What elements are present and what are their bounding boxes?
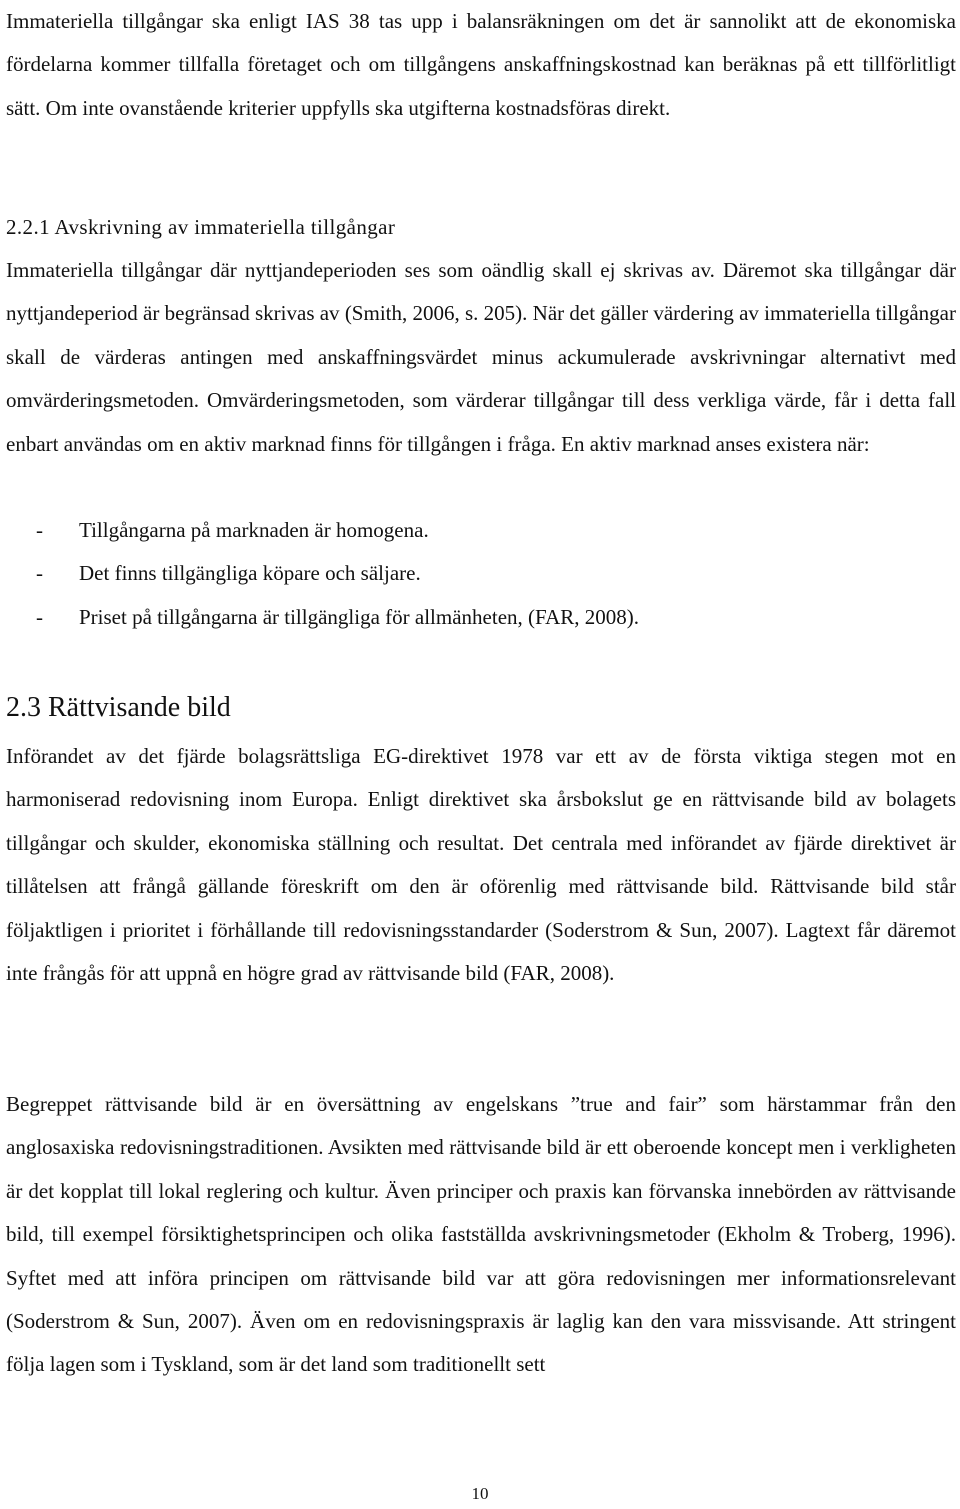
list-dash: - (36, 518, 43, 542)
section-2-2-1-paragraph: Immateriella tillgångar där nyttjandeperioden ses som oändlig skall ej skrivas av. Däremot ska tillgångar där nyttjandeperiod är begränsad skrivas av (Smith, 2006, s. 205). När det gäller värdering av immateriella tillgångar skall de värderas antingen med anskaffningsvärdet minus ackumulerade avskrivningar alternativt med omvärderingsmetoden. Omvärderingsmetoden, som värderar tillgångar till dess verkliga värde, får i detta fall enbart användas om en aktiv marknad finns för tillgången i fråga. En aktiv marknad anses existera när: (6, 258, 956, 456)
list-item (6, 509, 956, 552)
list-item (6, 596, 956, 639)
intro-paragraph: Immateriella tillgångar ska enligt IAS 38 tas upp i balansräkningen om det är sannolikt att de ekonomiska fördelarna kommer tillfalla företaget och om tillgångens anskaffningskostnad kan beräknas på ett tillförlitligt sätt. Om inte ovanstående kriterier uppfylls ska utgifterna kostnadsföras direkt. (6, 9, 956, 120)
list-item (6, 552, 956, 595)
list-item-text: Priset på tillgångarna är tillgängliga för allmänheten, (FAR, 2008). (79, 604, 640, 629)
page-number: 10 (471, 1484, 489, 1503)
section-2-3-paragraph-1: Införandet av det fjärde bolagsrättsliga EG-direktivet 1978 var ett av de första viktiga stegen mot en harmoniserad redovisning inom Europa. Enligt direktivet ska årsbokslut ge en rättvisande bild av bolagets tillgångar och skulder, ekonomiska ställning och resultat. Det centrala med införandet av fjärde direktivet är tillåtelsen att frångå gällande föreskrift om den är oförenlig med rättvisande bild. Rättvisande bild står följaktligen i prioritet i förhållande till redovisningsstandarder (Soderstrom & Sun, 2007). Lagtext får däremot inte frångås för att uppnå en högre grad av rättvisande bild (FAR, 2008). (6, 744, 956, 986)
section-heading-2-3: 2.3 Rättvisande bild (6, 692, 231, 723)
section-heading-2-2-1: 2.2.1 Avskrivning av immateriella tillgångar (6, 215, 396, 239)
list-item-text: Tillgångarna på marknaden är homogena. (79, 518, 429, 542)
document-page (6, 0, 956, 1509)
active-market-criteria-list (6, 509, 956, 639)
list-item-text: Det finns tillgängliga köpare och säljare. (79, 561, 421, 586)
list-dash: - (36, 561, 43, 586)
section-2-3-paragraph-2: Begreppet rättvisande bild är en översättning av engelskans ”true and fair” som härstammar från den anglosaxiska redovisningstraditionen. Avsikten med rättvisande bild är ett oberoende koncept men i verkligheten är det kopplat till lokal reglering och kultur. Även principer och praxis kan förvanska innebörden av rättvisande bild, till exempel försiktighetsprincipen och olika fastställda avskrivningsmetoder (Ekholm & Troberg, 1996). Syftet med att införa principen om rättvisande bild var att göra redovisningen mer informationsrelevant (Soderstrom & Sun, 2007). Även om en redovisningspraxis är laglig kan den vara missvisande. Att stringent följa lagen som i Tyskland, som är det land som traditionellt sett (6, 1092, 956, 1377)
list-dash: - (36, 604, 43, 629)
